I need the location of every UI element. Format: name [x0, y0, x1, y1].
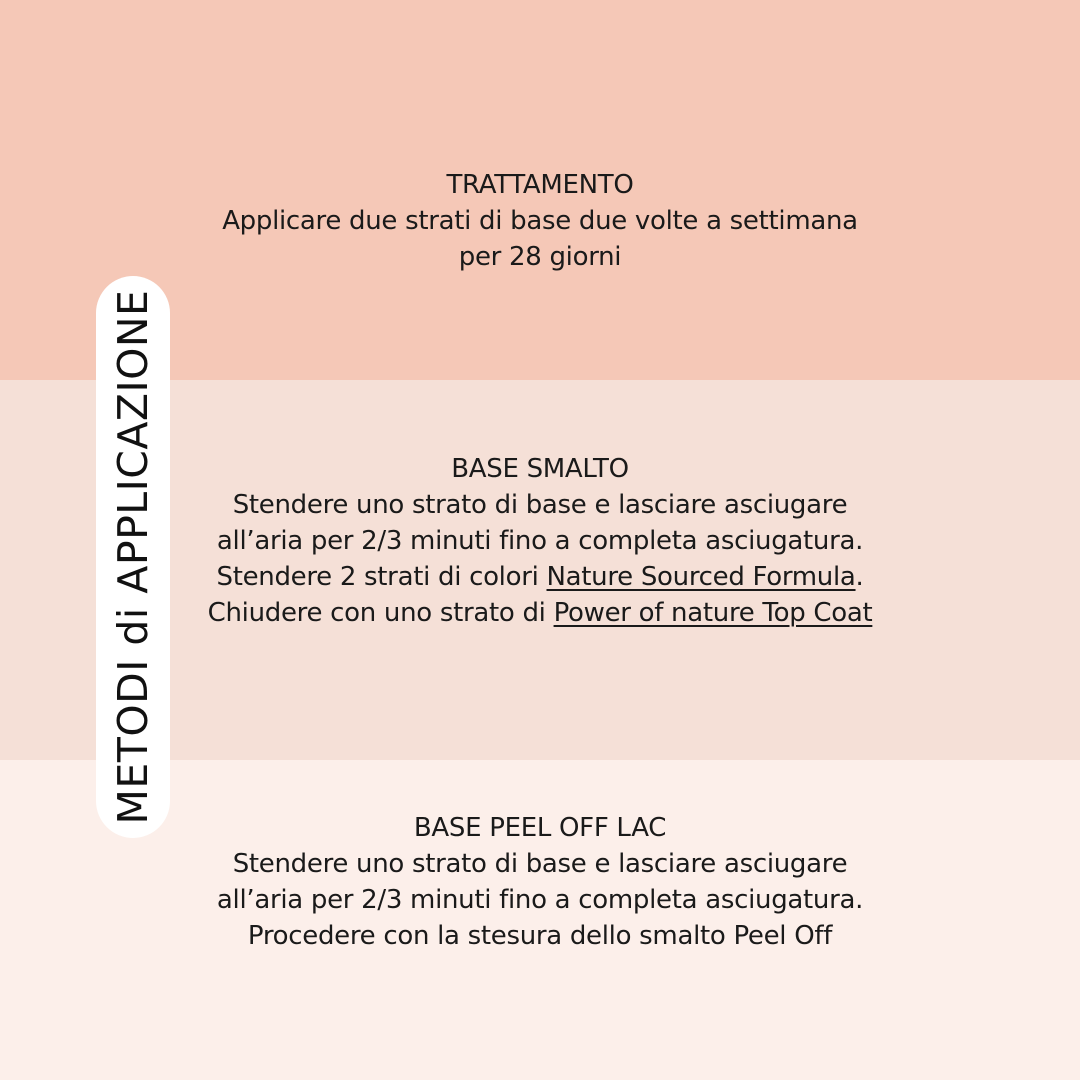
section-text-line: all’aria per 2/3 minuti fino a completa asciugatura.: [216, 885, 864, 915]
section-text-line: Stendere uno strato di base e lasciare asciugare: [232, 849, 848, 879]
section-base-peel-off: [170, 810, 910, 954]
section-trattamento: [170, 167, 910, 275]
line-suffix: .: [855, 562, 864, 592]
section-base-smalto: [170, 451, 910, 631]
line-prefix: Chiudere con uno strato di: [207, 598, 554, 628]
side-label: METODI di APPLICAZIONE: [109, 289, 157, 825]
section-text-line: [170, 559, 910, 595]
section-text-line: Stendere uno strato di base e lasciare asciugare: [232, 490, 848, 520]
section-text-line: Applicare due strati di base due volte a settimana: [222, 206, 858, 236]
section-title: TRATTAMENTO: [446, 170, 634, 200]
section-title: BASE SMALTO: [451, 454, 629, 484]
section-text-line: Procedere con la stesura dello smalto Peel Off: [247, 921, 833, 951]
nature-sourced-formula-link[interactable]: Nature Sourced Formula: [546, 562, 856, 592]
section-title: BASE PEEL OFF LAC: [413, 813, 667, 843]
section-text-line: [170, 595, 910, 631]
section-text-line: all’aria per 2/3 minuti fino a completa asciugatura.: [216, 526, 864, 556]
section-text-line: per 28 giorni: [458, 242, 622, 272]
power-of-nature-top-coat-link[interactable]: Power of nature Top Coat: [553, 598, 873, 628]
line-prefix: Stendere 2 strati di colori: [216, 562, 547, 592]
